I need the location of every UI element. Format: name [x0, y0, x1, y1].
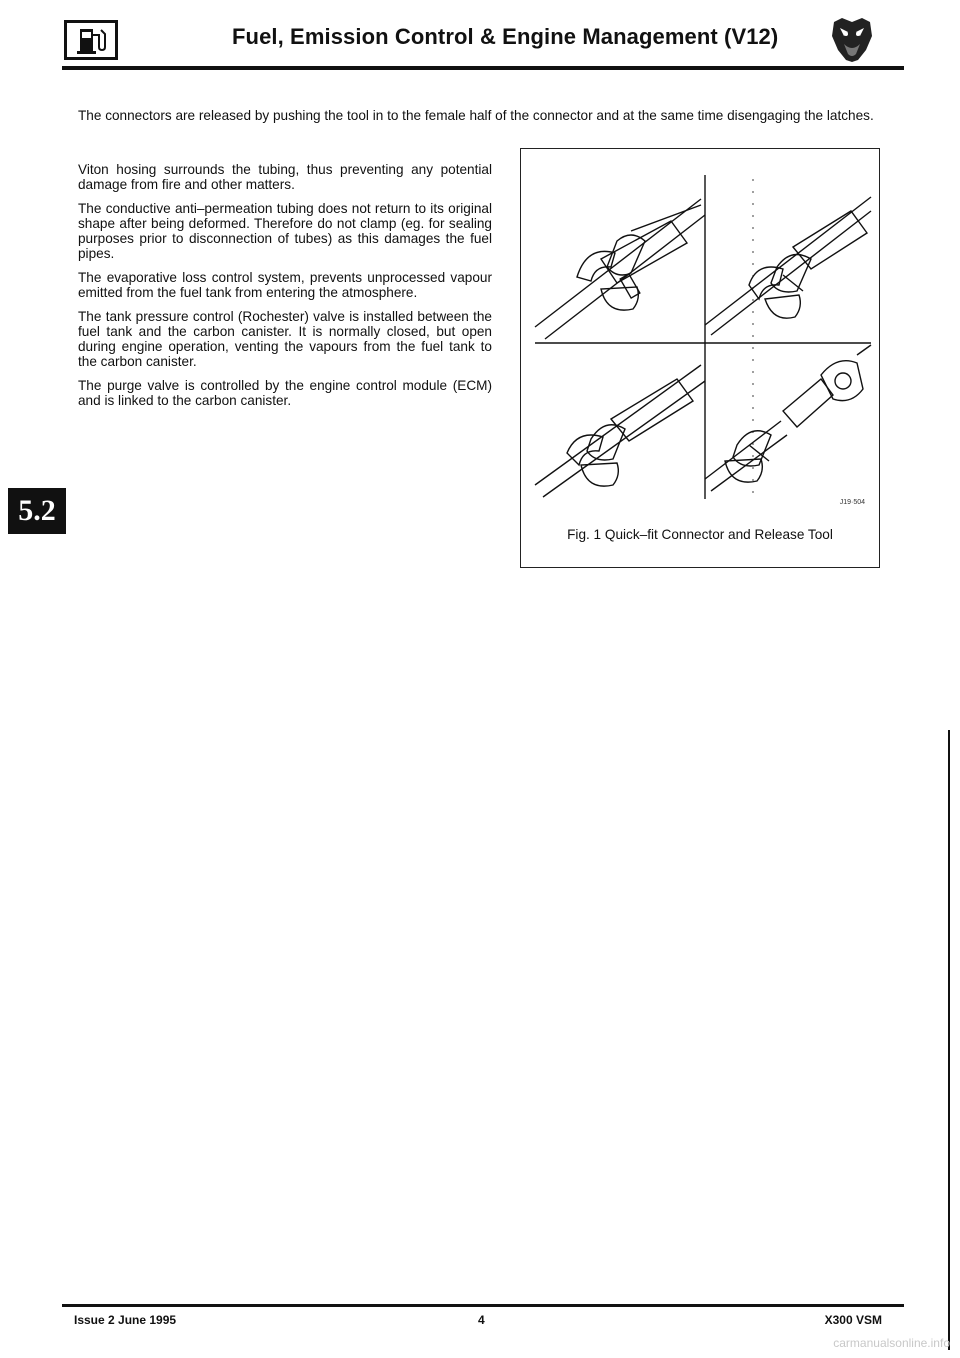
paragraph-tank-pressure-valve: The tank pressure control (Rochester) valve is installed between the fuel tank and the carbon canister. It is normally closed, but open during engine operation, venting the vapours from the fuel tank to the carbon canister.	[78, 309, 492, 369]
body-text-column	[78, 162, 492, 417]
page-edge-line	[948, 730, 950, 1350]
figure-caption: Fig. 1 Quick–fit Connector and Release Tool	[567, 527, 833, 542]
intro-paragraph: The connectors are released by pushing the tool in to the female half of the connector and at the same time disengaging the latches.	[78, 108, 874, 123]
jaguar-logo-icon	[828, 14, 876, 64]
paragraph-evaporative-loss: The evaporative loss control system, prevents unprocessed vapour emitted from the fuel tank from entering the atmosphere.	[78, 270, 492, 300]
footer-issue-date: Issue 2 June 1995	[74, 1313, 177, 1327]
connector-illustration	[521, 149, 879, 521]
footer-rule	[62, 1304, 904, 1307]
page-title: Fuel, Emission Control & Engine Management (V12)	[232, 24, 779, 49]
section-tab: 5.2	[8, 488, 66, 534]
fuel-pump-icon	[64, 20, 118, 60]
paragraph-purge-valve: The purge valve is controlled by the engine control module (ECM) and is linked to the carbon canister.	[78, 378, 492, 408]
watermark: carmanualsonline.info	[833, 1336, 950, 1350]
header-rule	[62, 66, 904, 70]
footer-model: X300 VSM	[824, 1313, 882, 1327]
figure-quick-fit-connector	[520, 148, 880, 568]
footer-page-number: 4	[478, 1313, 485, 1327]
figure-reference-code: J19·504	[839, 499, 865, 506]
paragraph-anti-permeation: The conductive anti–permeation tubing does not return to its original shape after being deformed. Therefore do not clamp (eg. for sealing purposes prior to disconnection of tubes) as this damages the fuel pipes.	[78, 201, 492, 261]
paragraph-viton-hosing: Viton hosing surrounds the tubing, thus preventing any potential damage from fire and other matters.	[78, 162, 492, 192]
